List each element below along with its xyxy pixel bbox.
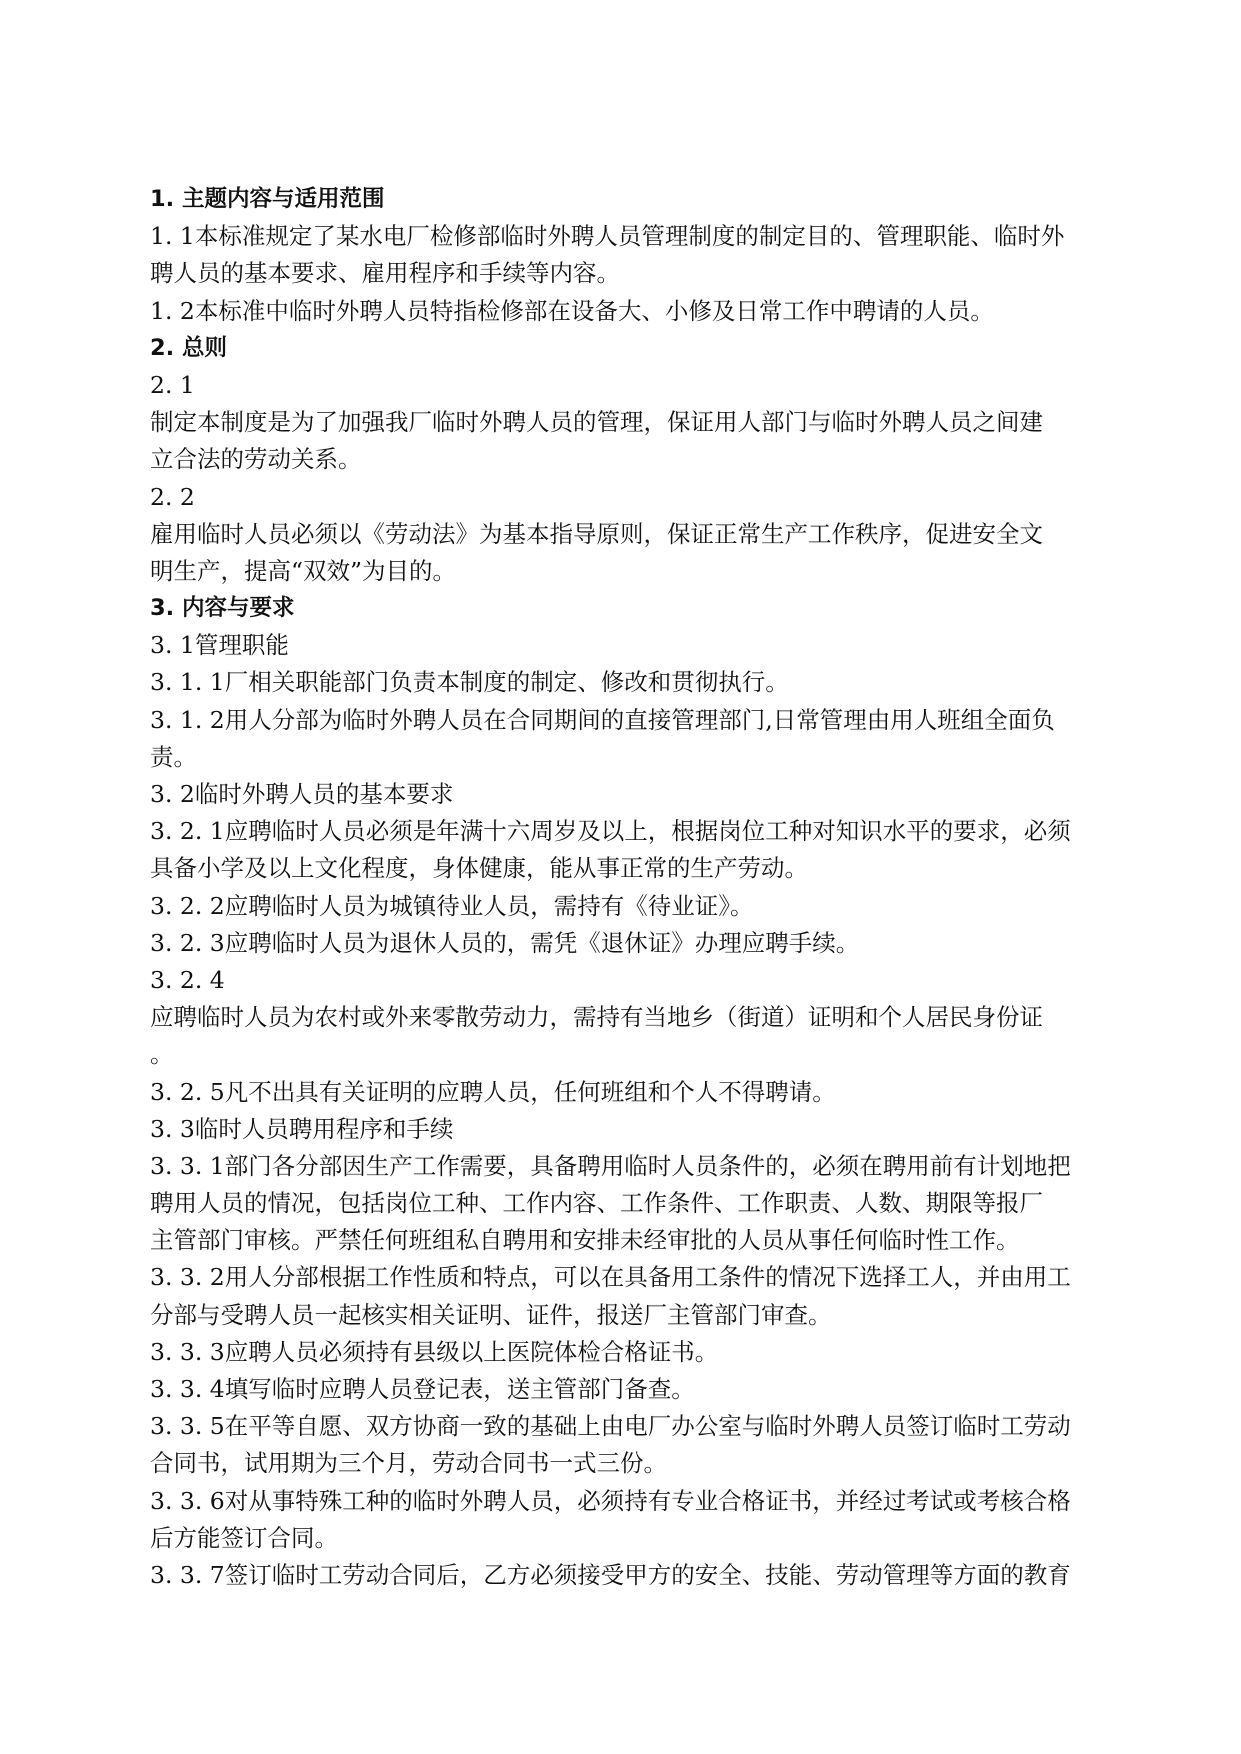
section-heading: 3. 内容与要求	[150, 595, 295, 622]
text-line: 3. 3. 2用人分部根据工作性质和特点，可以在具备用工条件的情况下选择工人，并由用工	[150, 1263, 1071, 1292]
text-line: 3. 3. 7签订临时工劳动合同后，乙方必须接受甲方的安全、技能、劳动管理等方面的教育	[150, 1560, 1071, 1589]
text-line: 3. 3. 6对从事特殊工种的临时外聘人员，必须持有专业合格证书，并经过考试或考核合格	[150, 1486, 1071, 1515]
text-line: 3. 2. 2应聘临时人员为城镇待业人员，需持有《待业证》。	[150, 891, 754, 920]
text-line: 3. 2临时外聘人员的基本要求	[150, 780, 454, 808]
text-line: 3. 3. 3应聘人员必须持有县级以上医院体检合格证书。	[150, 1337, 719, 1366]
text-line: 1. 2本标准中临时外聘人员特指检修部在设备大、小修及日常工作中聘请的人员。	[150, 296, 994, 325]
text-line: 分部与受聘人员一起核实相关证明、证件，报送厂主管部门审查。	[150, 1300, 832, 1329]
text-line: 合同书，试用期为三个月，劳动合同书一式三份。	[150, 1449, 667, 1478]
section-heading: 1. 主题内容与适用范围	[150, 186, 385, 212]
text-line: 聘人员的基本要求、雇用程序和手续等内容。	[150, 259, 620, 288]
text-line: 制定本制度是为了加强我厂临时外聘人员的管理，保证用人部门与临时外聘人员之间建	[150, 408, 1043, 437]
text-line: 3. 3. 1部门各分部因生产工作需要，具备聘用临时人员条件的，必须在聘用前有计划地把	[150, 1151, 1071, 1180]
text-line: 2. 1	[150, 370, 195, 399]
text-line: 具备小学及以上文化程度，身体健康，能从事正常的生产劳动。	[150, 854, 808, 883]
text-line: 后方能签订合同。	[150, 1523, 338, 1552]
text-line: 3. 1. 1厂相关职能部门负责本制度的制定、修改和贯彻执行。	[150, 668, 789, 697]
text-line: 2. 2	[150, 482, 195, 511]
text-line: 应聘临时人员为农村或外来零散劳动力，需持有当地乡（街道）证明和个人居民身份证	[150, 1003, 1043, 1032]
text-line: 3. 1. 2用人分部为临时外聘人员在合同期间的直接管理部门,日常管理由用人班组全面负	[150, 705, 1055, 734]
text-line: 3. 3临时人员聘用程序和手续	[150, 1114, 454, 1143]
text-line: 3. 2. 5凡不出具有关证明的应聘人员，任何班组和个人不得聘请。	[150, 1077, 836, 1106]
text-line: 聘用人员的情况，包括岗位工种、工作内容、工作条件、工作职责、人数、期限等报厂	[150, 1189, 1043, 1218]
text-line: 3. 2. 3应聘临时人员为退休人员的，需凭《退休证》办理应聘手续。	[150, 928, 860, 957]
text-line: 3. 2. 4	[150, 965, 225, 994]
text-line: 3. 3. 5在平等自愿、双方协商一致的基础上由电厂办公室与临时外聘人员签订临时工劳动	[150, 1412, 1071, 1441]
text-line: 雇用临时人员必须以《劳动法》为基本指导原则，保证正常生产工作秩序，促进安全文	[150, 519, 1043, 548]
text-line: 明生产，提高“双效”为目的。	[150, 556, 457, 585]
text-line: 3. 2. 1应聘临时人员必须是年满十六周岁及以上，根据岗位工种对知识水平的要求，必须	[150, 817, 1071, 846]
text-line: 主管部门审核。严禁任何班组私自聘用和安排未经审批的人员从事任何临时性工作。	[150, 1226, 1020, 1255]
document-body	[150, 181, 1110, 1594]
text-line: 1. 1本标准规定了某水电厂检修部临时外聘人员管理制度的制定目的、管理职能、临时外	[150, 222, 1065, 251]
section-heading: 2. 总则	[150, 334, 228, 361]
text-line: 立合法的劳动关系。	[150, 445, 362, 474]
text-line: 3. 3. 4填写临时应聘人员登记表，送主管部门备查。	[150, 1375, 695, 1403]
text-line: 3. 1管理职能	[150, 631, 289, 660]
text-line: 。	[150, 1040, 174, 1069]
text-line: 责。	[150, 742, 197, 771]
